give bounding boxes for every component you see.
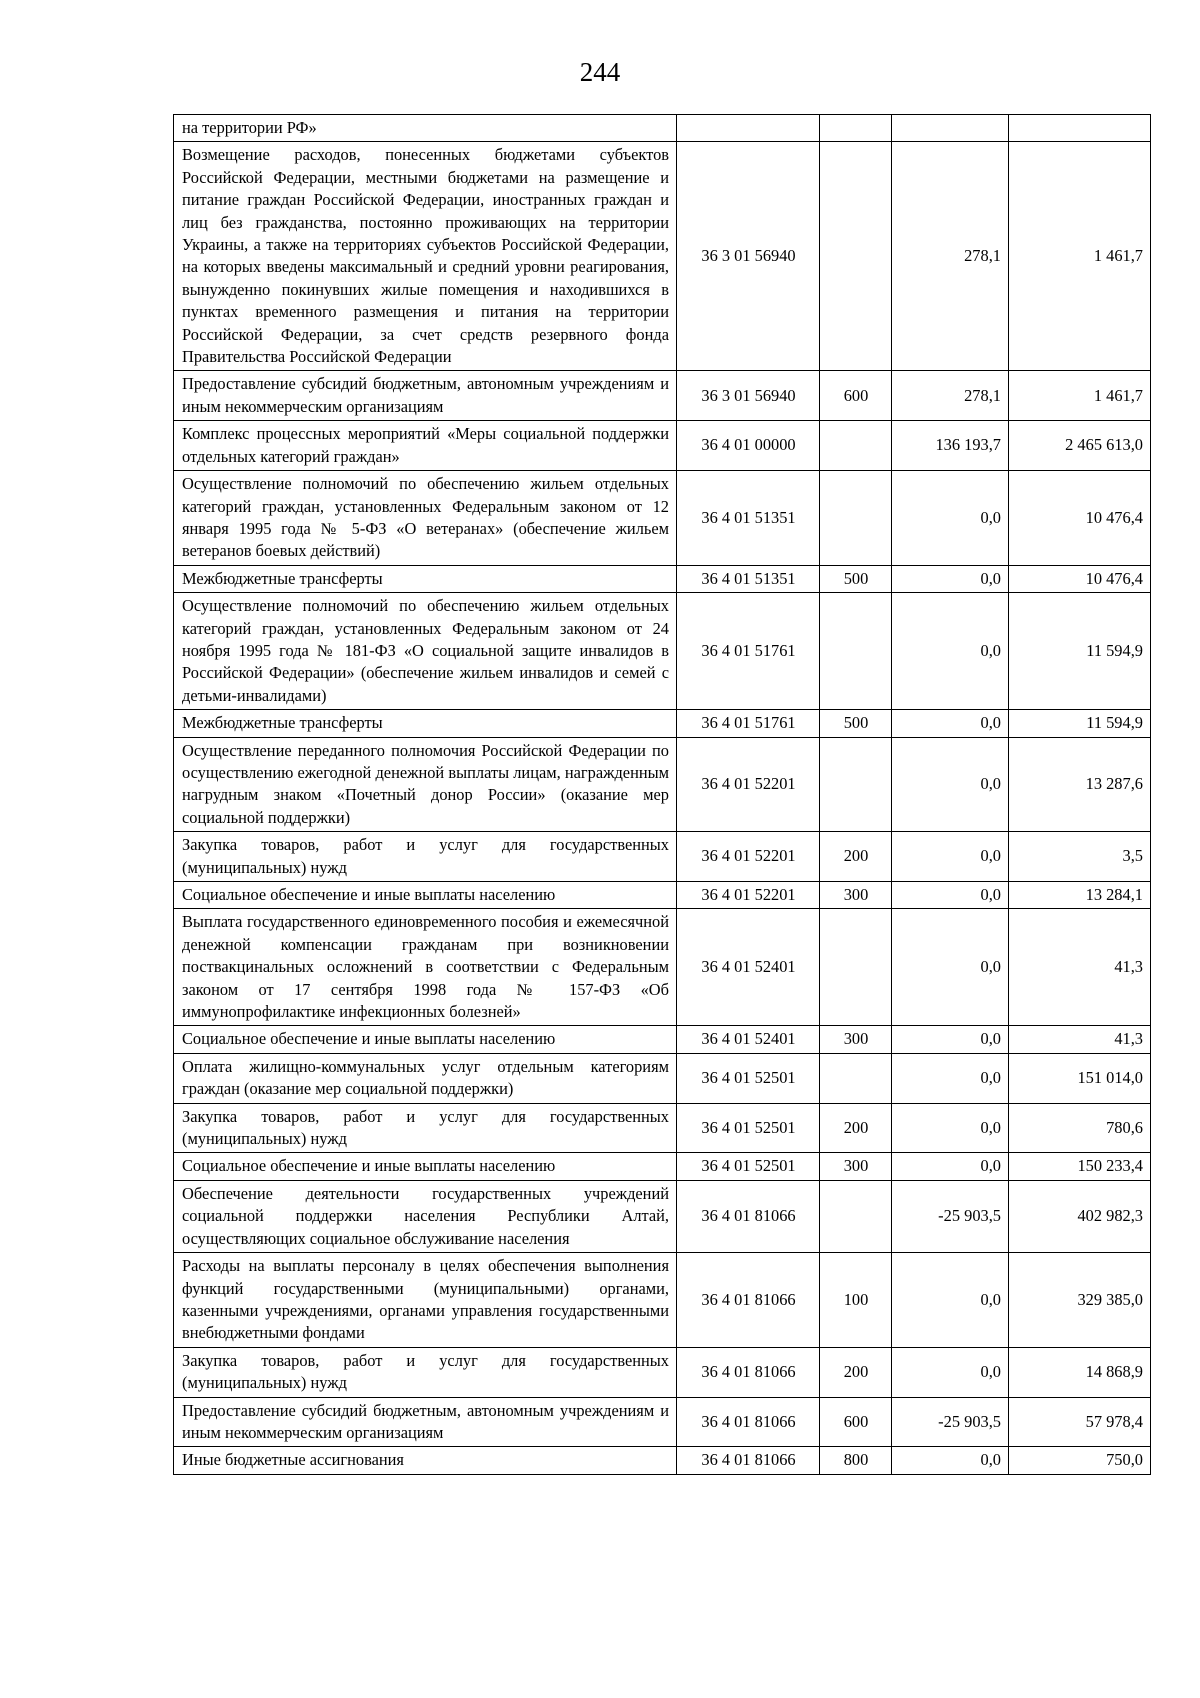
- table-row: [174, 737, 1151, 832]
- expense-type-cell: [820, 1180, 892, 1252]
- expense-type-cell: 300: [820, 882, 892, 909]
- amount-change-cell: 0,0: [892, 1253, 1009, 1348]
- expense-name-cell: Социальное обеспечение и иные выплаты населению: [174, 882, 677, 909]
- target-code-cell: 36 4 01 81066: [677, 1180, 820, 1252]
- target-code-cell: [677, 115, 820, 142]
- amount-change-cell: 0,0: [892, 565, 1009, 592]
- expense-name-cell: Обеспечение деятельности государственных учреждений социальной поддержки населения Республики Алтай, осуществляющих социальное обслуживание населения: [174, 1180, 677, 1252]
- table-row: [174, 1103, 1151, 1153]
- expense-type-cell: [820, 142, 892, 371]
- expense-name-cell: Социальное обеспечение и иные выплаты населению: [174, 1153, 677, 1180]
- amount-change-cell: -25 903,5: [892, 1397, 1009, 1447]
- target-code-cell: 36 4 01 52401: [677, 909, 820, 1026]
- table-row: [174, 421, 1151, 471]
- target-code-cell: 36 4 01 52501: [677, 1053, 820, 1103]
- amount-total-cell: 57 978,4: [1009, 1397, 1151, 1447]
- amount-change-cell: 0,0: [892, 737, 1009, 832]
- expense-type-cell: 200: [820, 832, 892, 882]
- target-code-cell: 36 4 01 52201: [677, 882, 820, 909]
- amount-change-cell: 136 193,7: [892, 421, 1009, 471]
- table-row: [174, 1397, 1151, 1447]
- target-code-cell: 36 4 01 52501: [677, 1153, 820, 1180]
- expense-name-cell: Осуществление полномочий по обеспечению жильем отдельных категорий граждан, установленных Федеральным законом от 12 января 1995 года № 5-ФЗ «О ветеранах» (обеспечение жильем ветеранов боевых действий): [174, 471, 677, 566]
- amount-change-cell: 0,0: [892, 1103, 1009, 1153]
- amount-change-cell: 0,0: [892, 593, 1009, 710]
- amount-total-cell: 151 014,0: [1009, 1053, 1151, 1103]
- target-code-cell: 36 4 01 81066: [677, 1397, 820, 1447]
- expense-name-cell: Возмещение расходов, понесенных бюджетами субъектов Российской Федерации, местными бюджетами на размещение и питание граждан Российской Федерации, иностранных граждан и лиц без гражданства, постоянно проживающих на территории Украины, а также на территориях субъектов Российской Федерации, на которых введены максимальный и средний уровни реагирования, вынужденно покинувших жилые помещения и находившихся в пунктах временного размещения и питания на территории Российской Федерации, за счет средств резервного фонда Правительства Российской Федерации: [174, 142, 677, 371]
- amount-change-cell: 278,1: [892, 142, 1009, 371]
- expense-name-cell: Осуществление полномочий по обеспечению жильем отдельных категорий граждан, установленных Федеральным законом от 24 ноября 1995 года № 181-ФЗ «О социальной защите инвалидов в Российской Федерации» (обеспечение жильем инвалидов и семей с детьми-инвалидами): [174, 593, 677, 710]
- table-row: [174, 115, 1151, 142]
- amount-change-cell: 0,0: [892, 1053, 1009, 1103]
- target-code-cell: 36 4 01 52201: [677, 832, 820, 882]
- expense-name-cell: Осуществление переданного полномочия Российской Федерации по осуществлению ежегодной денежной выплаты лицам, награжденным нагрудным знаком «Почетный донор России» (оказание мер социальной поддержки): [174, 737, 677, 832]
- target-code-cell: 36 4 01 81066: [677, 1253, 820, 1348]
- expense-type-cell: 100: [820, 1253, 892, 1348]
- expense-type-cell: [820, 593, 892, 710]
- table-row: [174, 1447, 1151, 1474]
- table-row: [174, 142, 1151, 371]
- target-code-cell: 36 4 01 52401: [677, 1026, 820, 1053]
- table-row: [174, 1253, 1151, 1348]
- table-row: [174, 471, 1151, 566]
- expense-type-cell: 800: [820, 1447, 892, 1474]
- amount-total-cell: 13 287,6: [1009, 737, 1151, 832]
- expense-type-cell: [820, 421, 892, 471]
- expense-name-cell: Закупка товаров, работ и услуг для государственных (муниципальных) нужд: [174, 1347, 677, 1397]
- amount-total-cell: 329 385,0: [1009, 1253, 1151, 1348]
- table-row: [174, 1053, 1151, 1103]
- amount-total-cell: 1 461,7: [1009, 142, 1151, 371]
- amount-total-cell: 402 982,3: [1009, 1180, 1151, 1252]
- table-row: [174, 710, 1151, 737]
- target-code-cell: 36 4 01 51761: [677, 593, 820, 710]
- expense-name-cell: Оплата жилищно-коммунальных услуг отдельным категориям граждан (оказание мер социальной поддержки): [174, 1053, 677, 1103]
- expense-type-cell: 200: [820, 1347, 892, 1397]
- table-row: [174, 565, 1151, 592]
- budget-table: [173, 114, 1151, 1475]
- table-row: [174, 371, 1151, 421]
- expense-type-cell: [820, 115, 892, 142]
- expense-type-cell: 200: [820, 1103, 892, 1153]
- target-code-cell: 36 4 01 51351: [677, 471, 820, 566]
- expense-name-cell: Выплата государственного единовременного пособия и ежемесячной денежной компенсации гражданам при возникновении поствакцинальных осложнений в соответствии с Федеральным законом от 17 сентября 1998 года № 157-ФЗ «Об иммунопрофилактике инфекционных болезней»: [174, 909, 677, 1026]
- expense-type-cell: 300: [820, 1153, 892, 1180]
- amount-change-cell: 0,0: [892, 1026, 1009, 1053]
- amount-total-cell: 13 284,1: [1009, 882, 1151, 909]
- amount-total-cell: 2 465 613,0: [1009, 421, 1151, 471]
- expense-name-cell: Комплекс процессных мероприятий «Меры социальной поддержки отдельных категорий граждан»: [174, 421, 677, 471]
- expense-name-cell: Социальное обеспечение и иные выплаты населению: [174, 1026, 677, 1053]
- expense-name-cell: Межбюджетные трансферты: [174, 710, 677, 737]
- table-row: [174, 882, 1151, 909]
- target-code-cell: 36 4 01 81066: [677, 1447, 820, 1474]
- amount-change-cell: 0,0: [892, 882, 1009, 909]
- expense-name-cell: Закупка товаров, работ и услуг для государственных (муниципальных) нужд: [174, 1103, 677, 1153]
- expense-type-cell: [820, 737, 892, 832]
- amount-total-cell: 150 233,4: [1009, 1153, 1151, 1180]
- amount-change-cell: 0,0: [892, 832, 1009, 882]
- expense-name-cell: Предоставление субсидий бюджетным, автономным учреждениям и иным некоммерческим организациям: [174, 371, 677, 421]
- expense-name-cell: на территории РФ»: [174, 115, 677, 142]
- expense-type-cell: 600: [820, 371, 892, 421]
- amount-total-cell: 11 594,9: [1009, 710, 1151, 737]
- expense-type-cell: [820, 1053, 892, 1103]
- amount-total-cell: 1 461,7: [1009, 371, 1151, 421]
- amount-total-cell: 41,3: [1009, 1026, 1151, 1053]
- amount-total-cell: 14 868,9: [1009, 1347, 1151, 1397]
- amount-total-cell: 10 476,4: [1009, 565, 1151, 592]
- table-row: [174, 1153, 1151, 1180]
- table-row: [174, 909, 1151, 1026]
- table-row: [174, 1347, 1151, 1397]
- amount-change-cell: 0,0: [892, 1447, 1009, 1474]
- target-code-cell: 36 4 01 51761: [677, 710, 820, 737]
- amount-total-cell: 10 476,4: [1009, 471, 1151, 566]
- table-row: [174, 1180, 1151, 1252]
- expense-name-cell: Расходы на выплаты персоналу в целях обеспечения выполнения функций государственными (муниципальными) органами, казенными учреждениями, органами управления государственными внебюджетными фондами: [174, 1253, 677, 1348]
- amount-total-cell: 780,6: [1009, 1103, 1151, 1153]
- expense-name-cell: Предоставление субсидий бюджетным, автономным учреждениям и иным некоммерческим организациям: [174, 1397, 677, 1447]
- amount-change-cell: 0,0: [892, 1347, 1009, 1397]
- expense-name-cell: Межбюджетные трансферты: [174, 565, 677, 592]
- amount-total-cell: 41,3: [1009, 909, 1151, 1026]
- expense-type-cell: [820, 909, 892, 1026]
- amount-change-cell: [892, 115, 1009, 142]
- table-row: [174, 832, 1151, 882]
- table-row: [174, 1026, 1151, 1053]
- amount-change-cell: 0,0: [892, 1153, 1009, 1180]
- amount-change-cell: 0,0: [892, 909, 1009, 1026]
- expense-type-cell: [820, 471, 892, 566]
- target-code-cell: 36 3 01 56940: [677, 142, 820, 371]
- page-number: 244: [579, 57, 621, 87]
- amount-total-cell: 3,5: [1009, 832, 1151, 882]
- expense-name-cell: Иные бюджетные ассигнования: [174, 1447, 677, 1474]
- table-row: [174, 593, 1151, 710]
- target-code-cell: 36 4 01 00000: [677, 421, 820, 471]
- target-code-cell: 36 4 01 51351: [677, 565, 820, 592]
- amount-change-cell: 278,1: [892, 371, 1009, 421]
- amount-total-cell: 750,0: [1009, 1447, 1151, 1474]
- expense-type-cell: 500: [820, 565, 892, 592]
- budget-table-body: [174, 115, 1151, 1475]
- target-code-cell: 36 4 01 81066: [677, 1347, 820, 1397]
- target-code-cell: 36 3 01 56940: [677, 371, 820, 421]
- amount-total-cell: [1009, 115, 1151, 142]
- expense-type-cell: 300: [820, 1026, 892, 1053]
- target-code-cell: 36 4 01 52201: [677, 737, 820, 832]
- amount-change-cell: 0,0: [892, 710, 1009, 737]
- amount-total-cell: 11 594,9: [1009, 593, 1151, 710]
- expense-type-cell: 500: [820, 710, 892, 737]
- expense-name-cell: Закупка товаров, работ и услуг для государственных (муниципальных) нужд: [174, 832, 677, 882]
- amount-change-cell: 0,0: [892, 471, 1009, 566]
- target-code-cell: 36 4 01 52501: [677, 1103, 820, 1153]
- expense-type-cell: 600: [820, 1397, 892, 1447]
- amount-change-cell: -25 903,5: [892, 1180, 1009, 1252]
